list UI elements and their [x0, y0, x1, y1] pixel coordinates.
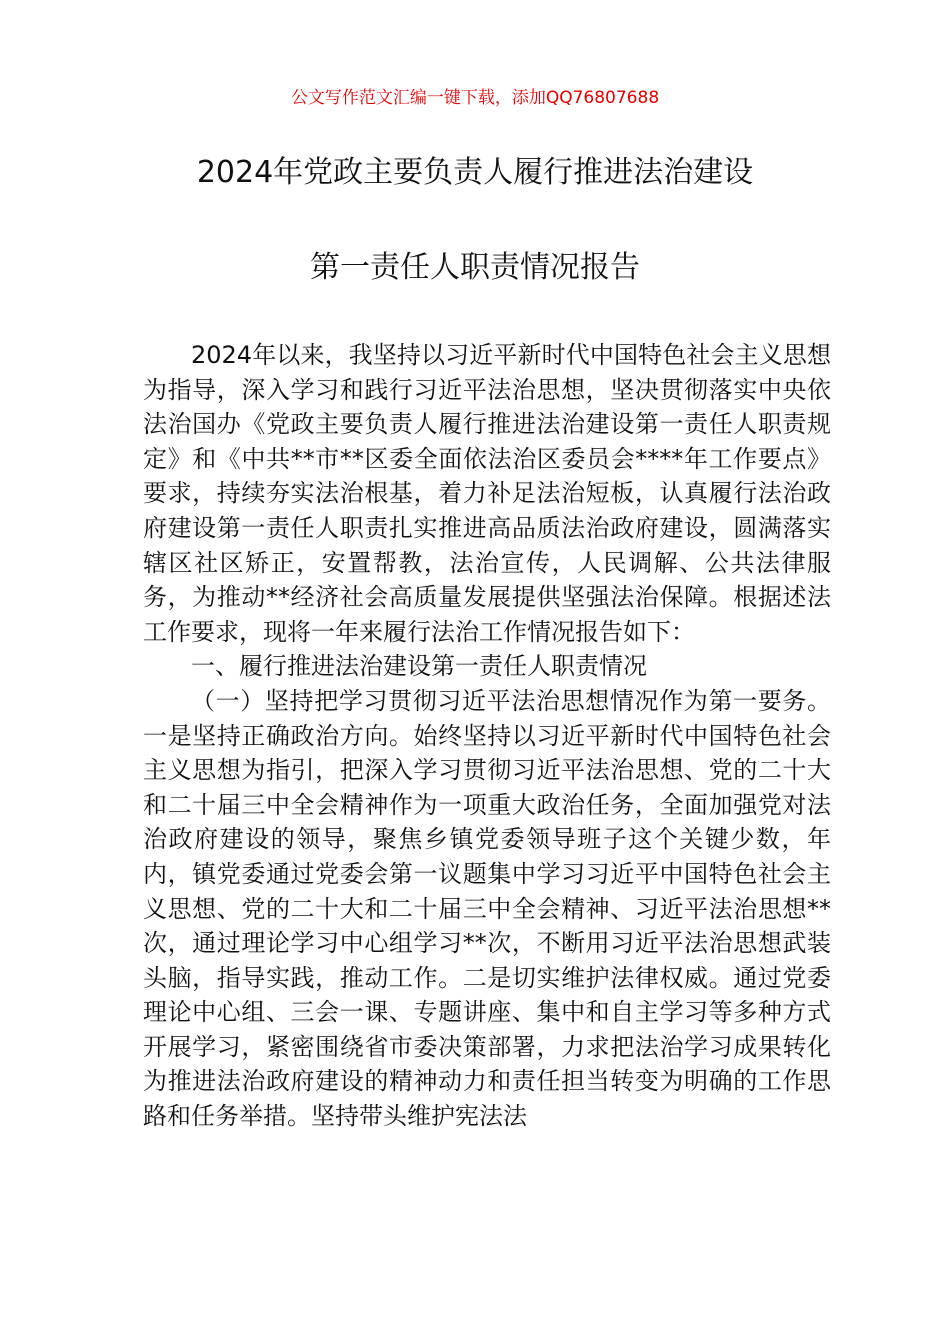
document-body — [143, 338, 831, 1134]
section-heading-1: 一、履行推进法治建设第一责任人职责情况 — [191, 652, 647, 681]
intro-paragraph: 2024年以来，我坚持以习近平新时代中国特色社会主义思想为指导，深入学习和践行习近平法治思想，坚决贯彻落实中央依法治国办《党政主要负责人履行推进法治建设第一责任人职责规定》和《中共**市**区委全面依法治区委员会****年工作要点》要求，持续夯实法治根基，着力补足法治短板，认真履行法治政府建设第一责任人职责扎实推进高品质法治政府建设，圆满落实辖区社区矫正，安置帮教，法治宣传，人民调解、公共法律服务，为推动**经济社会高质量发展提供坚强法治保障。根据述法工作要求，现将一年来履行法治工作情况报告如下： — [143, 341, 831, 646]
document-title-line-2: 第一责任人职责情况报告 — [310, 250, 640, 285]
subsection-paragraph-1: （一）坚持把学习贯彻习近平法治思想情况作为第一要务。一是坚持正确政治方向。始终坚持以习近平新时代中国特色社会主义思想为指引，把深入学习贯彻习近平法治思想、党的二十大和二十届三中全会精神作为一项重大政治任务，全面加强党对法治政府建设的领导，聚焦乡镇党委领导班子这个关键少数，年内，镇党委通过党委会第一议题集中学习习近平中国特色社会主义思想、党的二十大和二十届三中全会精神、习近平法治思想**次，通过理论学习中心组学习**次，不断用习近平法治思想武装头脑，指导实践，推动工作。二是切实维护法律权威。通过党委理论中心组、三会一课、专题讲座、集中和自主学习等多种方式开展学习，紧密围绕省市委决策部署，力求把法治学习成果转化为推进法治政府建设的精神动力和责任担当转变为明确的工作思路和任务举措。坚持带头维护宪法法 — [143, 686, 831, 1131]
document-title-line-1: 2024年党政主要负责人履行推进法治建设 — [196, 155, 754, 190]
download-notice: 公文写作范文汇编一键下载，添加QQ76807688 — [290, 88, 660, 108]
